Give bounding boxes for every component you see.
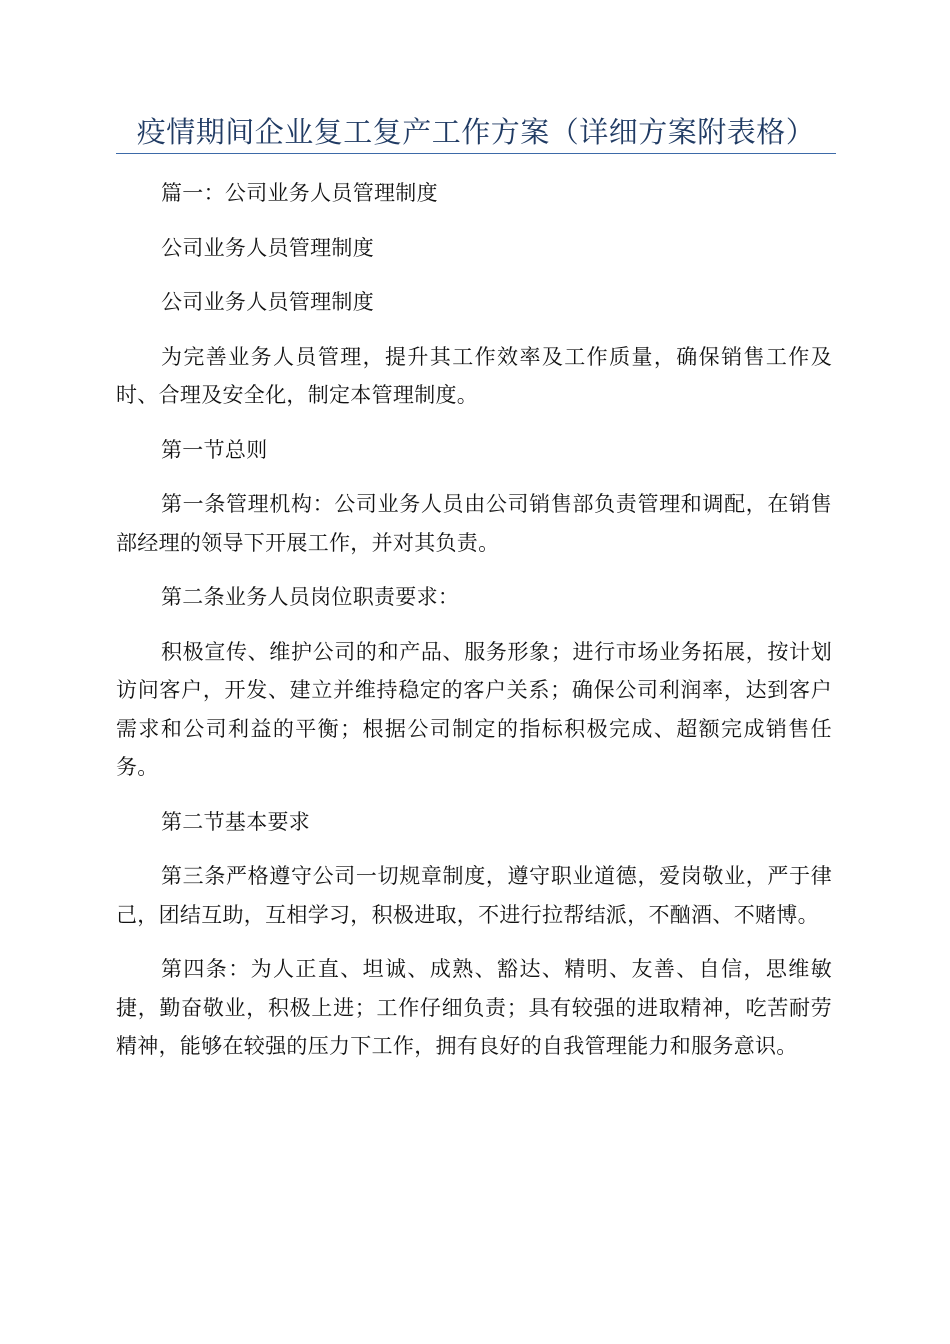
paragraph-chapter-heading: 篇一：公司业务人员管理制度: [161, 181, 438, 205]
paragraph-article-3: 第三条严格遵守公司一切规章制度，遵守职业道德，爱岗敬业，严于律己，团结互助，互相学习，积极进取，不进行拉帮结派，不酗酒、不赌博。: [116, 864, 832, 927]
paragraph-purpose: 为完善业务人员管理，提升其工作效率及工作质量，确保销售工作及时、合理及安全化，制定本管理制度。: [116, 344, 832, 407]
document-title: 疫情期间企业复工复产工作方案（详细方案附表格）: [136, 115, 816, 149]
section-heading-basic-requirements: 第二节基本要求: [161, 809, 311, 834]
paragraph-article-2: 第二条业务人员岗位职责要求：: [161, 585, 460, 609]
paragraph-duties: 积极宣传、维护公司的和产品、服务形象；进行市场业务拓展，按计划访问客户，开发、建立并维持稳定的客户关系；确保公司利润率，达到客户需求和公司利益的平衡；根据公司制定的指标积极完成、超额完成销售任务。: [116, 639, 832, 779]
paragraph-article-4: 第四条：为人正直、坦诚、成熟、豁达、精明、友善、自信，思维敏捷，勤奋敬业，积极上进；工作仔细负责；具有较强的进取精神，吃苦耐劳精神，能够在较强的压力下工作，拥有良好的自我管理能力和服务意识。: [116, 957, 832, 1058]
paragraph-article-1: 第一条管理机构：公司业务人员由公司销售部负责管理和调配，在销售部经理的领导下开展工作，并对其负责。: [116, 492, 832, 555]
title-underline: [116, 153, 836, 154]
paragraph-subtitle-2: 公司业务人员管理制度: [161, 290, 374, 314]
section-heading-general: 第一节总则: [161, 437, 268, 462]
document-body: [116, 174, 832, 1066]
paragraph-subtitle-1: 公司业务人员管理制度: [161, 235, 374, 260]
